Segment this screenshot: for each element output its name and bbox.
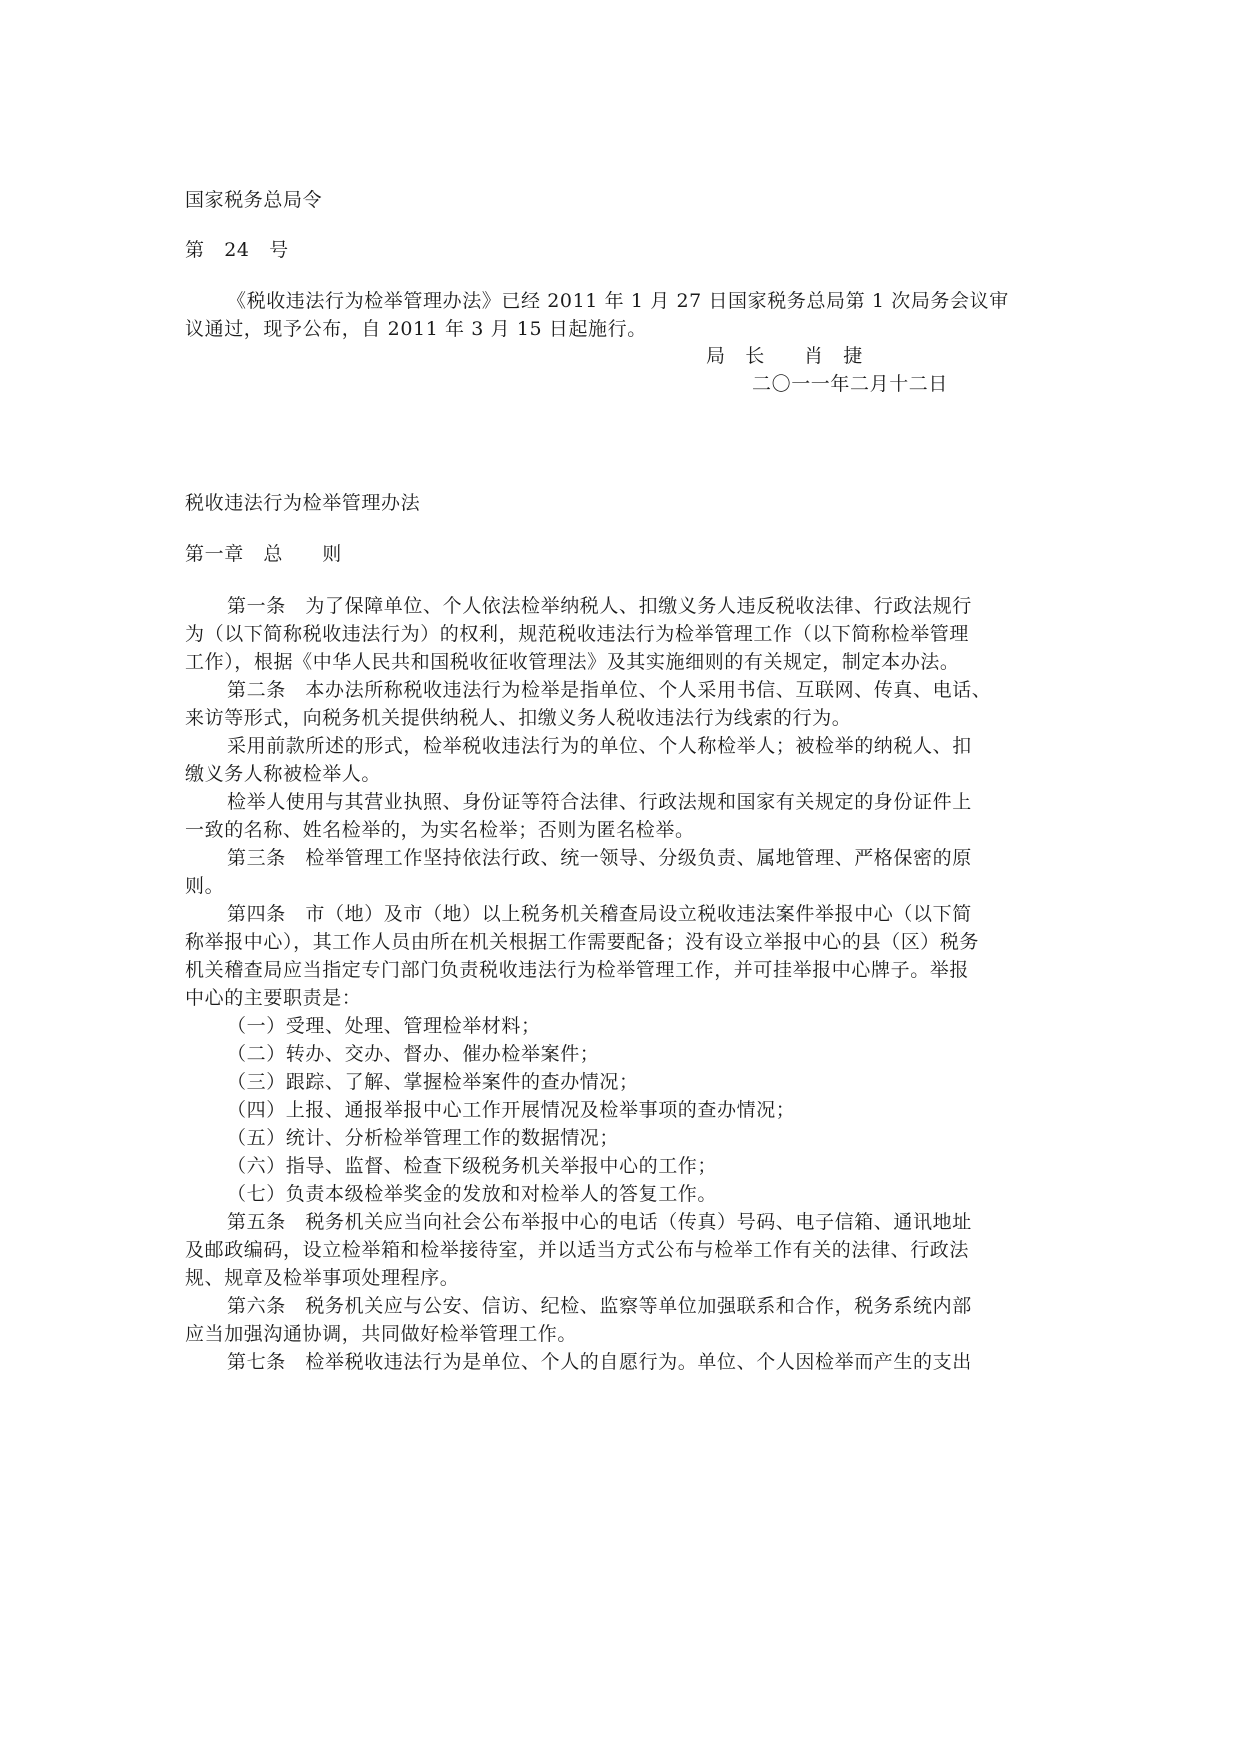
body-line: 缴义务人称被检举人。 bbox=[185, 763, 382, 785]
body-line: 第二条 本办法所称税收违法行为检举是指单位、个人采用书信、互联网、传真、电话、 bbox=[227, 679, 992, 701]
body-line: 第三条 检举管理工作坚持依法行政、统一领导、分级负责、属地管理、严格保密的原 bbox=[227, 847, 972, 869]
chapter-heading: 第一章 总 则 bbox=[185, 543, 342, 565]
order-issuer: 国家税务总局令 bbox=[185, 189, 323, 211]
body-line: 第四条 市（地）及市（地）以上税务机关稽查局设立税收违法案件举报中心（以下简 bbox=[227, 903, 972, 925]
body-line: 工作），根据《中华人民共和国税收征收管理法》及其实施细则的有关规定，制定本办法。 bbox=[185, 651, 960, 673]
body-line: 称举报中心），其工作人员由所在机关根据工作需要配备；没有设立举报中心的县（区）税务 bbox=[185, 931, 980, 953]
body-line: （七）负责本级检举奖金的发放和对检举人的答复工作。 bbox=[227, 1183, 718, 1205]
body-line: 规、规章及检举事项处理程序。 bbox=[185, 1267, 460, 1289]
body-line: 来访等形式，向税务机关提供纳税人、扣缴义务人税收违法行为线索的行为。 bbox=[185, 707, 852, 729]
body-line: 及邮政编码，设立检举箱和检举接待室，并以适当方式公布与检举工作有关的法律、行政法 bbox=[185, 1239, 970, 1261]
signature-date: 二〇一一年二月十二日 bbox=[752, 373, 949, 395]
order-number: 第 24 号 bbox=[185, 239, 289, 261]
body-line: 为（以下简称税收违法行为）的权利，规范税收违法行为检举管理工作（以下简称检举管理 bbox=[185, 623, 970, 645]
signature: 局 长 肖 捷 bbox=[706, 345, 863, 367]
body-line: （二）转办、交办、督办、催办检举案件； bbox=[227, 1043, 600, 1065]
order-intro-line: 《税收违法行为检举管理办法》已经 2011 年 1 月 27 日国家税务总局第 1 次局务会议审 bbox=[227, 290, 1009, 312]
order-intro-line: 议通过，现予公布，自 2011 年 3 月 15 日起施行。 bbox=[185, 318, 647, 340]
body-line: 应当加强沟通协调，共同做好检举管理工作。 bbox=[185, 1323, 578, 1345]
document-title: 税收违法行为检举管理办法 bbox=[185, 492, 421, 514]
body-line: 机关稽查局应当指定专门部门负责税收违法行为检举管理工作，并可挂举报中心牌子。举报 bbox=[185, 959, 970, 981]
body-line: 第一条 为了保障单位、个人依法检举纳税人、扣缴义务人违反税收法律、行政法规行 bbox=[227, 595, 972, 617]
body-line: 第七条 检举税收违法行为是单位、个人的自愿行为。单位、个人因检举而产生的支出 bbox=[227, 1351, 972, 1373]
body-line: 中心的主要职责是： bbox=[185, 987, 362, 1009]
body-line: 第六条 税务机关应与公安、信访、纪检、监察等单位加强联系和合作，税务系统内部 bbox=[227, 1295, 972, 1317]
body-line: 第五条 税务机关应当向社会公布举报中心的电话（传真）号码、电子信箱、通讯地址 bbox=[227, 1211, 972, 1233]
body-line: （一）受理、处理、管理检举材料； bbox=[227, 1015, 541, 1037]
body-line: 检举人使用与其营业执照、身份证等符合法律、行政法规和国家有关规定的身份证件上 bbox=[227, 791, 972, 813]
body-line: （三）跟踪、了解、掌握检举案件的查办情况； bbox=[227, 1071, 639, 1093]
body-line: 则。 bbox=[185, 875, 225, 897]
body-line: （四）上报、通报举报中心工作开展情况及检举事项的查办情况； bbox=[227, 1099, 796, 1121]
body-line: 一致的名称、姓名检举的，为实名检举；否则为匿名检举。 bbox=[185, 819, 695, 841]
body-line: （六）指导、监督、检查下级税务机关举报中心的工作； bbox=[227, 1155, 718, 1177]
body-line: 采用前款所述的形式，检举税收违法行为的单位、个人称检举人；被检举的纳税人、扣 bbox=[227, 735, 972, 757]
body-line: （五）统计、分析检举管理工作的数据情况； bbox=[227, 1127, 620, 1149]
